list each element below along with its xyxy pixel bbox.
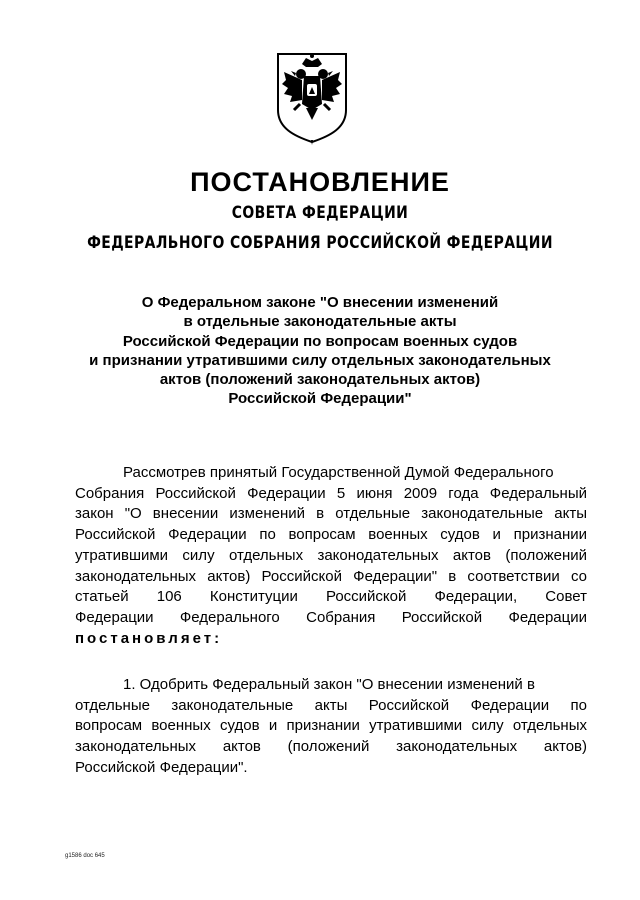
law-title-line: в отдельные законодательные акты [183,313,457,331]
paragraph-line: Федерации Федерального Собрания Российской Федерации [75,608,587,626]
paragraph-line: утратившими силу отдельных законодательных актов (положений [75,546,587,564]
paragraph-line: закон "О внесении изменений в отдельные законодательные акты [75,505,587,523]
paragraph-line: Российской Федерации". [75,758,248,776]
law-title-line: О Федеральном законе "О внесении изменений [141,294,499,311]
law-title-line: Российской Федерации по вопросам военных судов [122,332,518,350]
law-title-line: и признании утратившими силу отдельных законодательных [89,351,551,369]
paragraph-line: законодательных актов) Российской Федерации" в соответствии со [75,567,587,585]
paragraph-line: статьей 106 Конституции Российской Федерации, Совет [75,588,587,606]
paragraph-approve [75,675,587,779]
paragraph-line: Рассмотрев принятый Государственной Думой Федерального [123,464,554,481]
law-title [80,293,560,409]
paragraph-line: Собрания Российской Федерации 5 июня 2009 года Федеральный [75,484,587,502]
paragraph-line: Российской Федерации по вопросам военных судов и признании [75,526,587,544]
law-title-line: Российской Федерации" [228,390,412,408]
issuer-line-2: ФЕДЕРАЛЬНОГО СОБРАНИЯ РОССИЙСКОЙ ФЕДЕРАЦИИ [87,233,553,253]
paragraph-line: законодательных актов (положений законодательных актов) [75,738,587,756]
law-title-line: актов (положений законодательных актов) [159,371,481,389]
paragraph-line: отдельные законодательные акты Российской Федерации по [75,696,587,714]
state-emblem-icon [272,50,352,145]
document-reference: g1586 doc 645 [65,853,105,859]
paragraph-line: вопросам военных судов и признании утратившими силу отдельных [75,717,587,735]
document-title: ПОСТАНОВЛЕНИЕ [190,167,450,197]
paragraph-considering [75,463,587,649]
resolves-word: постановляет: [75,629,223,647]
issuer-line-1: СОВЕТА ФЕДЕРАЦИИ [231,203,409,223]
paragraph-line: 1. Одобрить Федеральный закон "О внесении изменений в [123,676,535,693]
